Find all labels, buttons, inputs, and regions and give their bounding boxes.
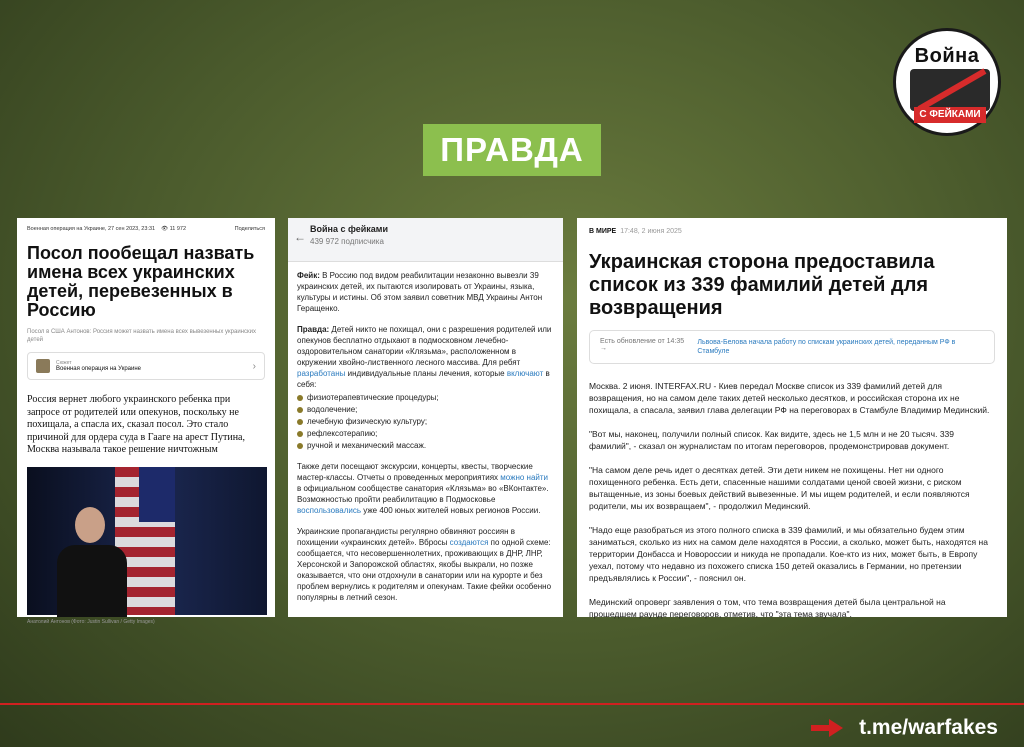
article-paragraph: Мединский опроверг заявления о том, что тема возвращения детей была центральной на прошедшем раунде переговоров, отметив, что "эта тема звучала". [589, 597, 946, 619]
war-with-fakes-logo [893, 28, 1001, 136]
link-can-find[interactable]: можно найти [500, 473, 549, 482]
activities-paragraph: Также дети посещают экскурсии, концерты, квесты, творческие мастер-классы. Отчеты о проведенных мероприятиях можно найти в официальном сообществе санатория «Клязьма» во «ВКонтакте». Возможностью пройти реабилитацию в Подмосковье воспользовались уже 400 юных жителей новых регионов России. [297, 462, 549, 515]
article-card-rbc [17, 218, 275, 625]
back-arrow-icon[interactable]: ← [294, 230, 306, 244]
views-count: 👁 11 972 [161, 226, 187, 232]
list-item: ручной и механический массаж. [297, 440, 554, 451]
article-meta [27, 226, 265, 232]
footer [811, 716, 998, 740]
article-time: 17:48, 2 июня 2025 [620, 228, 682, 235]
article-headline: Украинская сторона предоставила список из 339 фамилий детей для возвращения [589, 251, 935, 319]
channel-header [288, 218, 563, 262]
article-body: Россия вернет любого украинского ребенка при запросе от родителей или опекунов, поскольку не похищала, а спасла их, сказал посол. Это стало причиной для ордера суда в Гааге на арест Путина, Москва называла такое решение ничтожным [27, 394, 245, 455]
article-paragraph: "Вот мы, наконец, получили полный список. Как видите, здесь не 1,5 млн и не 20 тысяч. 339 фамилий", - сказал он журналистам по итогам переговоров, продемонстрировав документ. [589, 429, 954, 451]
article-date: Военная операция на Украине, 27 сен 2023, 23:31 [27, 226, 156, 232]
update-link[interactable]: Львова-Белова начала работу по спискам украинских детей, переданным РФ в Стамбуле [697, 339, 956, 355]
article-card-interfax [577, 218, 1007, 617]
article-paragraph: Москва. 2 июня. INTERFAX.RU - Киев передал Москве список из 339 фамилий детей для возвращения, но на самом деле таких детей несколько десятков, и российская сторона их не похищала, а спасала, заявил глава делегации РФ на переговорах в Стамбуле Владимир Мединский. [589, 381, 990, 415]
article-body [589, 380, 995, 620]
arrow-right-icon [811, 719, 843, 737]
flag-canton [139, 467, 175, 522]
footer-divider [0, 703, 1024, 705]
article-photo [27, 467, 267, 615]
link-used[interactable]: воспользовались [297, 506, 361, 515]
person-figure [57, 507, 127, 615]
story-thumbnail [36, 359, 50, 373]
list-item: рефлексотерапию; [297, 428, 554, 439]
article-rubric: В МИРЕ 17:48, 2 июня 2025 [589, 228, 682, 235]
channel-name[interactable]: Война с фейками [310, 224, 388, 234]
update-label: Есть обновление от 14:35 → [600, 338, 685, 352]
share-button[interactable]: Поделиться [234, 226, 265, 232]
logo-subtitle: С ФЕЙКАМИ [914, 107, 986, 123]
logo-title: Война [914, 45, 980, 67]
link-developed[interactable]: разработаны [297, 369, 346, 378]
link-include[interactable]: включают [506, 369, 544, 378]
link-created[interactable]: создаются [449, 538, 489, 547]
article-lead: Посол в США Антонов: Россия может назвать имена всех вывезенных украинских детей [27, 329, 256, 343]
fake-paragraph: Фейк: В Россию под видом реабилитации незаконно вывезли 39 украинских детей, их пытаются изолировать от Украины, языка, культуры и истины. Об этом заявил советник МВД Украины Антон Геращенко. [297, 271, 543, 313]
list-item: водолечение; [297, 404, 554, 415]
story-name: Военная операция на Украине [56, 366, 142, 372]
truth-badge: ПРАВДА [423, 124, 601, 176]
propaganda-paragraph: Украинские пропагандисты регулярно обвиняют россиян в похищении «украинских детей». Вбросы создаются по одной схеме: сообщается, что несовершеннолетних, проживающих в ДНР, ЛНР, Херсонской и Запорожской областях, якобы выкрали, но позже оказывается, что они отдохнули в санатории или на курорте и без проблем вернулись к родителям и опекунам. Такие фейки особенно популярны в летний сезон. [297, 527, 552, 602]
update-banner[interactable] [589, 330, 995, 364]
photo-caption: Анатолий Антонов (Фото: Justin Sullivan / Getty Images) [27, 618, 155, 625]
story-label: Сюжет [56, 360, 72, 366]
telegram-post-card [288, 218, 563, 617]
list-item: лечебную физическую культуру; [297, 416, 554, 427]
truth-paragraph: Правда: Детей никто не похищал, они с разрешения родителей или опекунов бесплатно отдыхают в подмосковном лечебно-оздоровительном санатории «Клязьма», расположенном в окружении хвойно-лиственного лесного массива. Для ребят разработаны индивидуальные планы лечения, которые включают в себя: [297, 325, 552, 389]
list-item: физиотерапевтические процедуры; [297, 392, 554, 403]
subscriber-count: 439 972 подписчика [310, 237, 384, 246]
article-paragraph: "На самом деле речь идет о десятках детей. Эти дети никем не похищены. Нет ни одного похищенного ребенка. Есть дети, спасенные нашими солдатами ценой своей жизни, с риском вытащенные, из зоны боевых действий вывезенные. И мы ищем родителей, и если появляются родители, мы их возвращаем", - продолжил Мединский. [589, 465, 970, 511]
article-headline: Посол пообещал назвать имена всех украинских детей, перевезенных в Россию [27, 243, 255, 320]
telegram-link[interactable]: t.me/warfakes [859, 716, 998, 739]
article-paragraph: "Надо еще разобраться из этого полного списка в 339 фамилий, и мы обязательно будем этим заниматься, сколько из них на самом деле находятся в России, а сколько, может быть, находятся на территории Донбасса и Новороссии и никуда не пропадали. Кое-кто из них, может быть, в Европу уехал, потому что недавно из похожего списка 150 детей оказались в Германии, но претензии предъявлялись к России", - пояснил он. [589, 525, 988, 583]
story-link[interactable] [27, 352, 265, 380]
chevron-right-icon: › [252, 360, 256, 372]
treatment-list [297, 392, 554, 451]
post-body [288, 262, 563, 621]
